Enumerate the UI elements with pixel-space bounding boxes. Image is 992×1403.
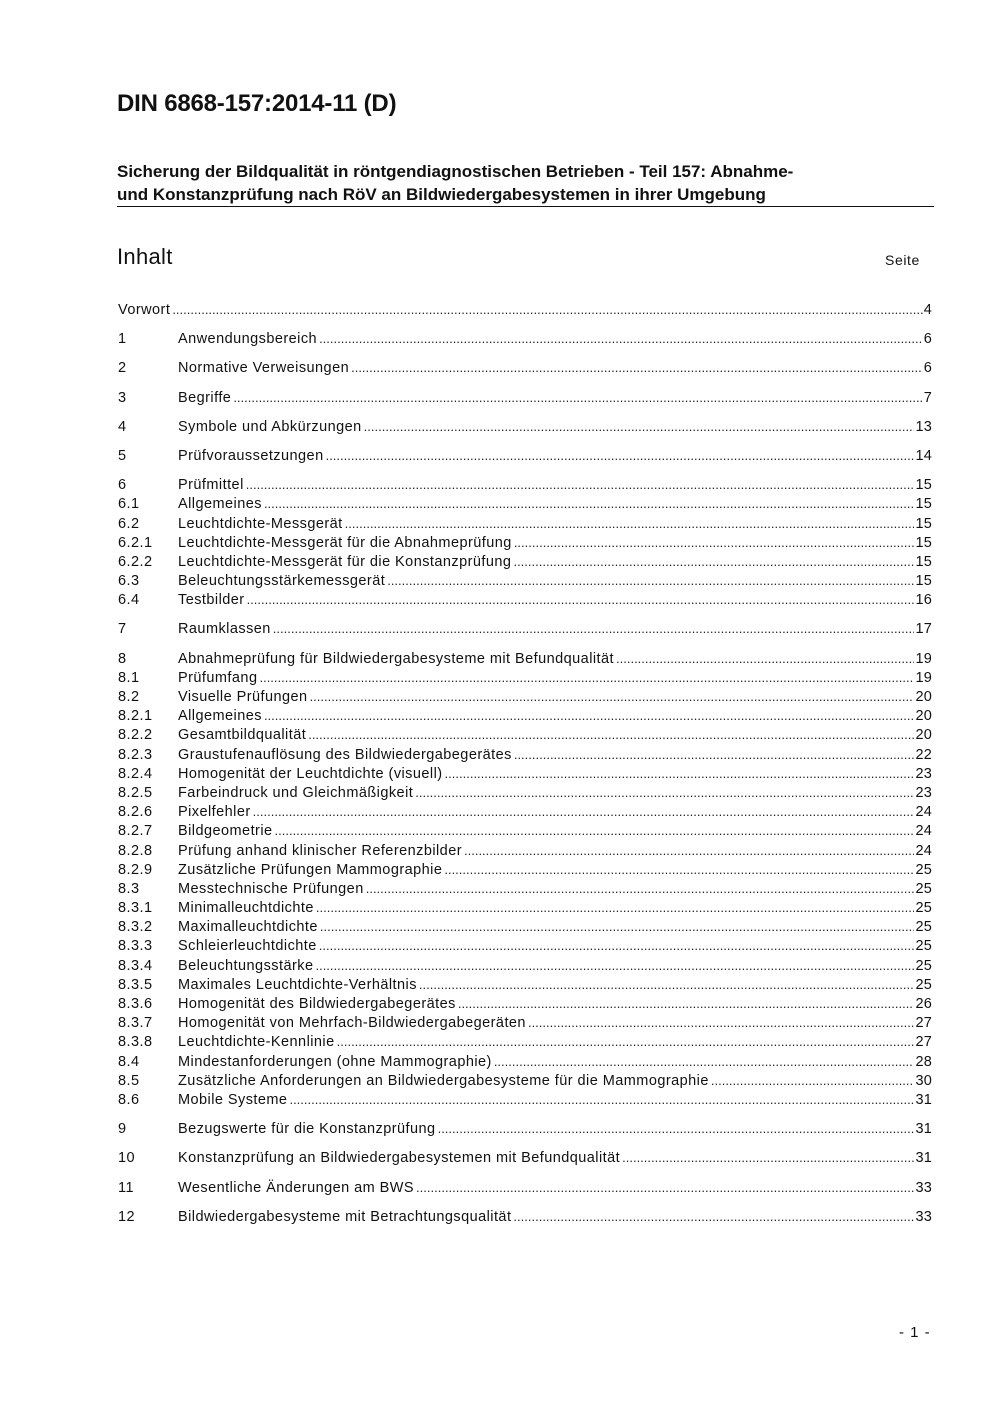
- toc-entry-title: Allgemeines: [178, 708, 262, 725]
- toc-entry-page: 25: [915, 900, 932, 917]
- toc-entry[interactable]: [118, 802, 932, 821]
- toc-entry-number: 8.6: [118, 1091, 140, 1108]
- toc-entry-title: Beleuchtungsstärkemessgerät: [178, 573, 386, 590]
- toc-leader-dots: [622, 1148, 914, 1167]
- toc-leader-dots: [366, 879, 915, 898]
- toc-entry-page: 19: [915, 650, 932, 667]
- toc-leader-dots: [264, 706, 915, 725]
- toc-entry-page: 31: [915, 1121, 932, 1138]
- toc-entry-number: 8.2.7: [118, 823, 153, 840]
- toc-entry-title: Bildwiedergabesysteme mit Betrachtungsqualität: [178, 1208, 512, 1225]
- toc-leader-dots: [458, 994, 915, 1013]
- toc-entry[interactable]: [118, 898, 932, 917]
- toc-leader-dots: [345, 514, 915, 533]
- toc-leader-dots: [233, 388, 922, 407]
- toc-entry-number: 8: [118, 650, 127, 667]
- toc-entry-page: 14: [915, 447, 932, 464]
- toc-entry-number: 8.3.6: [118, 996, 153, 1012]
- toc-entry-title: Allgemeines: [178, 496, 262, 513]
- toc-entry-page: 26: [915, 996, 932, 1012]
- toc-entry-number: 8.2.1: [118, 708, 153, 725]
- toc-entry-number: 8.5: [118, 1072, 140, 1089]
- toc-leader-dots: [416, 1178, 914, 1197]
- toc-entry-page: 23: [915, 765, 932, 782]
- toc-entry[interactable]: [118, 533, 932, 552]
- toc-entry[interactable]: [118, 975, 932, 994]
- toc-entry[interactable]: [118, 446, 932, 465]
- toc-entry-title: Pixelfehler: [178, 804, 251, 821]
- toc-entry-number: 8.4: [118, 1053, 140, 1070]
- toc-entry-page: 25: [915, 976, 932, 993]
- toc-entry-title: Abnahmeprüfung für Bildwiedergabesysteme mit Befundqualität: [178, 650, 615, 667]
- toc-entry-number: 8.3.7: [118, 1015, 153, 1032]
- toc-entry[interactable]: [118, 1013, 932, 1032]
- toc-entry-number: 8.2.3: [118, 746, 153, 763]
- toc-leader-dots: [264, 494, 915, 513]
- toc-entry-number: 2: [118, 360, 127, 377]
- toc-entry[interactable]: [118, 619, 932, 638]
- toc-leader-dots: [259, 668, 914, 687]
- toc-entry-title: Leuchtdichte-Messgerät: [178, 515, 343, 532]
- toc-entry-title: Visuelle Prüfungen: [178, 689, 308, 705]
- toc-leader-dots: [514, 533, 915, 552]
- table-of-contents: [118, 300, 932, 1226]
- toc-entry[interactable]: [118, 687, 932, 706]
- toc-entry-title: Homogenität der Leuchtdichte (visuell): [178, 765, 443, 782]
- toc-leader-dots: [253, 802, 915, 821]
- toc-leader-dots: [289, 1090, 914, 1109]
- toc-entry[interactable]: [118, 514, 932, 533]
- toc-entry[interactable]: [118, 860, 932, 879]
- toc-entry-title: Maximalleuchtdichte: [178, 919, 318, 936]
- toc-entry-number: 8.2.8: [118, 842, 153, 859]
- toc-entry-page: 15: [915, 534, 932, 551]
- toc-entry-title: Gesamtbildqualität: [178, 727, 307, 744]
- toc-leader-dots: [419, 975, 915, 994]
- toc-entry-title: Farbeindruck und Gleichmäßigkeit: [178, 784, 414, 801]
- toc-entry[interactable]: [118, 571, 932, 590]
- toc-entry-number: 4: [118, 418, 127, 435]
- toc-entry-title: Prüfung anhand klinischer Referenzbilder: [178, 842, 462, 859]
- toc-entry-title: Prüfmittel: [178, 477, 244, 494]
- toc-entry-title: Mindestanforderungen (ohne Mammographie): [178, 1053, 492, 1070]
- toc-leader-dots: [315, 956, 914, 975]
- toc-entry-page: 27: [915, 1015, 932, 1032]
- toc-entry[interactable]: [118, 1207, 932, 1226]
- toc-entry-page: 20: [915, 708, 932, 725]
- toc-entry-number: 8.3.2: [118, 919, 153, 936]
- subtitle-line-2: und Konstanzprüfung nach RöV an Bildwiedergabesystemen in ihrer Umgebung: [117, 185, 766, 204]
- toc-entry-title: Zusätzliche Prüfungen Mammographie: [178, 861, 443, 878]
- toc-entry[interactable]: [118, 1178, 932, 1197]
- toc-entry-title: Prüfumfang: [178, 669, 258, 686]
- toc-entry-title: Normative Verweisungen: [178, 360, 350, 377]
- toc-leader-dots: [464, 841, 914, 860]
- toc-entry-number: 1: [118, 331, 127, 348]
- toc-entry-page: 6: [923, 360, 932, 377]
- toc-leader-dots: [494, 1052, 915, 1071]
- toc-entry-page: 30: [915, 1072, 932, 1089]
- toc-entry-page: 16: [915, 592, 932, 609]
- toc-entry-number: 8.3.3: [118, 938, 153, 955]
- toc-entry-page: 20: [915, 689, 932, 705]
- title-divider: [117, 206, 934, 207]
- toc-entry-title: Begriffe: [178, 389, 232, 406]
- toc-entry[interactable]: [118, 706, 932, 725]
- toc-entry-title: Maximales Leuchtdichte-Verhältnis: [178, 976, 417, 993]
- toc-entry-page: 33: [915, 1179, 932, 1196]
- toc-entry-page: 24: [915, 823, 932, 840]
- toc-entry-number: 8.2.4: [118, 765, 153, 782]
- toc-entry[interactable]: [118, 649, 932, 668]
- document-subtitle: [117, 160, 934, 206]
- toc-leader-dots: [444, 860, 914, 879]
- toc-entry-number: 6.3: [118, 573, 140, 590]
- toc-entry[interactable]: [118, 821, 932, 840]
- toc-entry[interactable]: [118, 300, 932, 319]
- toc-leader-dots: [415, 783, 914, 802]
- subtitle-line-1: Sicherung der Bildqualität in röntgendiagnostischen Betrieben - Teil 157: Abnahme-: [117, 162, 794, 181]
- toc-entry[interactable]: [118, 994, 932, 1013]
- toc-entry-number: 8.2: [118, 689, 140, 705]
- toc-leader-dots: [445, 764, 915, 783]
- toc-leader-dots: [319, 329, 923, 348]
- toc-entry-page: 24: [915, 842, 932, 859]
- toc-entry[interactable]: [118, 783, 932, 802]
- toc-entry-number: 6.2.2: [118, 553, 153, 570]
- toc-leader-dots: [172, 300, 922, 319]
- toc-entry-page: 24: [915, 804, 932, 821]
- toc-entry-page: 15: [915, 515, 932, 532]
- toc-leader-dots: [351, 358, 923, 377]
- toc-entry-number: 8.2.5: [118, 784, 153, 801]
- toc-entry-number: 11: [118, 1179, 134, 1196]
- toc-entry[interactable]: [118, 552, 932, 571]
- toc-entry-page: 33: [915, 1208, 932, 1225]
- toc-leader-dots: [387, 571, 914, 590]
- toc-entry-number: 6.2.1: [118, 534, 153, 551]
- toc-entry-number: 6: [118, 477, 127, 494]
- toc-entry-title: Leuchtdichte-Kennlinie: [178, 1034, 335, 1051]
- toc-entry-page: 28: [915, 1053, 932, 1070]
- toc-entry-page: 27: [915, 1034, 932, 1051]
- page-number: - 1 -: [899, 1324, 931, 1341]
- toc-entry[interactable]: [118, 936, 932, 955]
- toc-entry-page: 7: [923, 389, 932, 406]
- toc-leader-dots: [310, 687, 915, 706]
- toc-page-column-label: Seite: [885, 252, 920, 268]
- toc-entry-page: 31: [915, 1091, 932, 1108]
- toc-entry-title: Graustufenauflösung des Bildwiedergabegerätes: [178, 746, 512, 763]
- toc-entry-title: Bildgeometrie: [178, 823, 273, 840]
- toc-entry-number: 8.3.4: [118, 957, 153, 974]
- toc-entry-title: Minimalleuchtdichte: [178, 900, 314, 917]
- toc-entry[interactable]: [118, 841, 932, 860]
- toc-leader-dots: [247, 590, 915, 609]
- toc-entry-page: 17: [915, 621, 932, 638]
- toc-entry[interactable]: [118, 745, 932, 764]
- toc-entry-title: Prüfvoraussetzungen: [178, 447, 324, 464]
- toc-entry-title: Konstanzprüfung an Bildwiedergabesystemen mit Befundqualität: [178, 1150, 621, 1167]
- toc-entry-title: Leuchtdichte-Messgerät für die Konstanzprüfung: [178, 553, 512, 570]
- toc-entry-page: 19: [915, 669, 932, 686]
- toc-entry-title: Leuchtdichte-Messgerät für die Abnahmeprüfung: [178, 534, 512, 551]
- toc-entry-title: Wesentliche Änderungen am BWS: [178, 1179, 415, 1196]
- toc-entry-number: 3: [118, 389, 127, 406]
- toc-entry-number: 8.3.5: [118, 976, 153, 993]
- toc-entry-title: Messtechnische Prüfungen: [178, 880, 364, 897]
- toc-entry[interactable]: [118, 1052, 932, 1071]
- toc-entry-number: 6.1: [118, 496, 140, 513]
- toc-leader-dots: [616, 649, 914, 668]
- toc-leader-dots: [326, 446, 915, 465]
- toc-entry-title: Homogenität des Bildwiedergabegerätes: [178, 996, 456, 1012]
- document-title: DIN 6868-157:2014-11 (D): [117, 90, 397, 117]
- toc-entry-page: 6: [923, 331, 932, 348]
- toc-entry-page: 25: [915, 861, 932, 878]
- toc-leader-dots: [513, 552, 914, 571]
- toc-leader-dots: [275, 821, 915, 840]
- toc-entry-number: 7: [118, 621, 127, 638]
- toc-entry-number: 8.2.6: [118, 804, 153, 821]
- toc-entry-number: 8.3: [118, 880, 140, 897]
- toc-entry-page: 4: [923, 302, 932, 318]
- toc-entry[interactable]: [118, 879, 932, 898]
- toc-entry[interactable]: [118, 725, 932, 744]
- toc-leader-dots: [320, 917, 915, 936]
- toc-entry[interactable]: [118, 764, 932, 783]
- toc-entry-title: Schleierleuchtdichte: [178, 938, 317, 955]
- toc-entry-number: 5: [118, 447, 127, 464]
- toc-leader-dots: [513, 1207, 914, 1226]
- toc-entry-title: Raumklassen: [178, 621, 271, 638]
- toc-entry[interactable]: [118, 668, 932, 687]
- toc-entry-page: 15: [915, 496, 932, 513]
- toc-entry-number: 12: [118, 1208, 136, 1225]
- toc-leader-dots: [308, 725, 914, 744]
- toc-entry-page: 23: [915, 784, 932, 801]
- toc-entry-page: 25: [915, 880, 932, 897]
- toc-entry[interactable]: [118, 494, 932, 513]
- toc-entry[interactable]: [118, 1071, 932, 1090]
- toc-entry-title: Zusätzliche Anforderungen an Bildwiedergabesysteme für die Mammographie: [178, 1072, 709, 1089]
- toc-entry-page: 25: [915, 938, 932, 955]
- toc-leader-dots: [316, 898, 915, 917]
- toc-entry-number: 8.2.9: [118, 861, 153, 878]
- toc-leader-dots: [273, 619, 915, 638]
- toc-entry-page: 31: [915, 1150, 932, 1167]
- toc-entry-number: 8.2.2: [118, 727, 153, 744]
- toc-entry-title: Beleuchtungsstärke: [178, 957, 314, 974]
- toc-entry-title: Vorwort: [118, 302, 171, 318]
- toc-leader-dots: [337, 1032, 915, 1051]
- toc-entry[interactable]: [118, 590, 932, 609]
- toc-entry-number: 6.2: [118, 515, 140, 532]
- toc-leader-dots: [514, 745, 915, 764]
- toc-leader-dots: [364, 417, 915, 436]
- toc-entry[interactable]: [118, 1090, 932, 1109]
- toc-entry-page: 15: [915, 477, 932, 494]
- toc-entry[interactable]: [118, 1032, 932, 1051]
- toc-entry-number: 8.3.1: [118, 900, 153, 917]
- toc-leader-dots: [246, 475, 915, 494]
- toc-entry[interactable]: [118, 417, 932, 436]
- toc-entry-title: Mobile Systeme: [178, 1091, 288, 1108]
- toc-entry-number: 10: [118, 1150, 136, 1167]
- toc-entry-number: 8.3.8: [118, 1034, 153, 1051]
- toc-entry-title: Anwendungsbereich: [178, 331, 318, 348]
- toc-entry-page: 13: [915, 418, 932, 435]
- toc-entry[interactable]: [118, 1119, 932, 1138]
- toc-leader-dots: [711, 1071, 915, 1090]
- toc-entry-number: 6.4: [118, 592, 140, 609]
- toc-entry-number: 8.1: [118, 669, 140, 686]
- toc-leader-dots: [319, 936, 915, 955]
- toc-entry[interactable]: [118, 475, 932, 494]
- toc-entry-page: 15: [915, 573, 932, 590]
- toc-leader-dots: [438, 1119, 915, 1138]
- toc-entry[interactable]: [118, 1148, 932, 1167]
- toc-entry-page: 25: [915, 957, 932, 974]
- toc-entry-page: 25: [915, 919, 932, 936]
- toc-heading: Inhalt: [117, 244, 173, 269]
- toc-leader-dots: [528, 1013, 915, 1032]
- toc-entry[interactable]: [118, 388, 932, 407]
- toc-entry[interactable]: [118, 329, 932, 348]
- toc-entry-page: 22: [915, 746, 932, 763]
- toc-entry-title: Homogenität von Mehrfach-Bildwiedergabegeräten: [178, 1015, 526, 1032]
- toc-entry[interactable]: [118, 358, 932, 377]
- toc-entry[interactable]: [118, 917, 932, 936]
- toc-entry[interactable]: [118, 956, 932, 975]
- toc-entry-title: Bezugswerte für die Konstanzprüfung: [178, 1121, 436, 1138]
- toc-entry-title: Symbole und Abkürzungen: [178, 418, 362, 435]
- toc-entry-page: 15: [915, 553, 932, 570]
- toc-entry-title: Testbilder: [178, 592, 245, 609]
- toc-entry-page: 20: [915, 727, 932, 744]
- toc-entry-number: 9: [118, 1121, 127, 1138]
